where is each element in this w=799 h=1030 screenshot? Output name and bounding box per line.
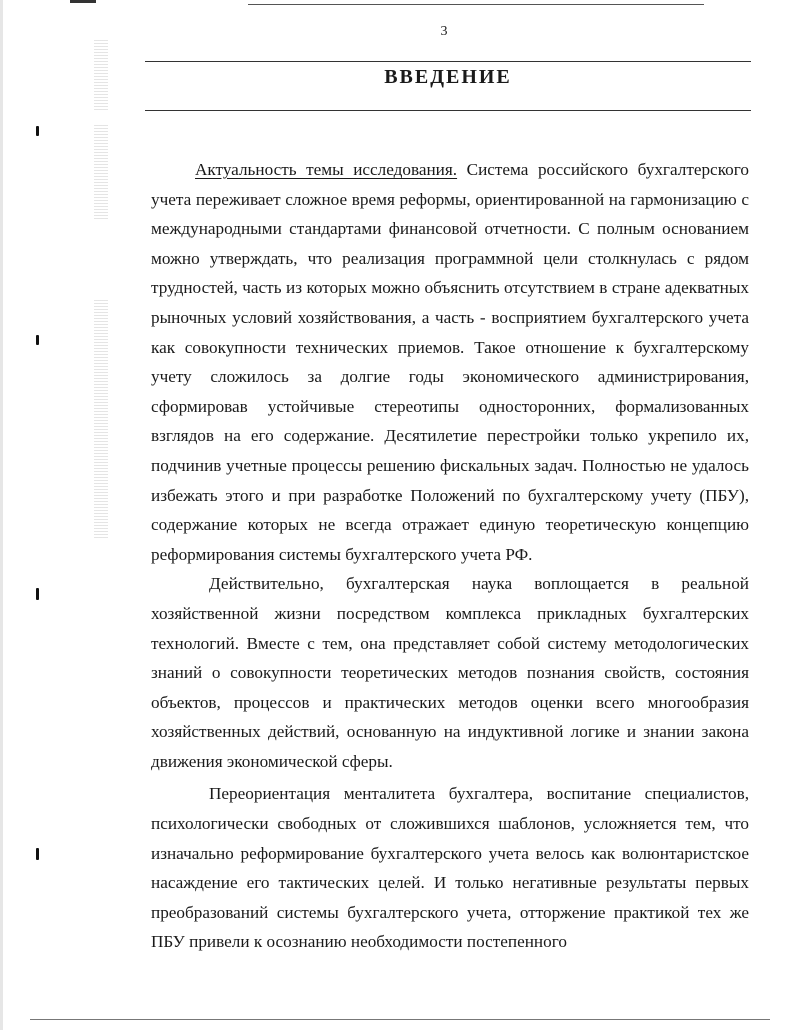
binding-mark: [36, 848, 39, 860]
heading-rule-top: [145, 61, 751, 62]
paragraph-2: Действительно, бухгалтерская наука воплощается в реальной хозяйственной жизни посредством комплекса прикладных бухгалтерских технологий. Вместе с тем, она представляет собой систему методологических знаний о совокупности теоретических методов познания свойств, состояния объектов, процессов и практических методов оценки всего многообразия хозяйственных действий, основанную на индуктивной логике и знании закона движения экономической сферы.: [151, 574, 749, 771]
scan-top-tick: [70, 0, 96, 3]
body-text: [151, 155, 749, 957]
paragraph-1: [151, 155, 749, 569]
paragraph-text: Система российского бухгалтерского учета переживает сложное время реформы, ориентированной на гармонизацию с международными стандартами финансовой отчетности. С полным основанием можно утверждать, что реализация программной цели столкнулась с рядом трудностей, часть из которых можно объяснить отсутствием в стране адекватных рыночных условий хозяйствования, а часть - восприятием бухгалтерского учета как совокупности технических приемов. Такое отношение к бухгалтерскому учету сложилось за долгие годы экономического администрирования, сформировав устойчивые стереотипы односторонних, формализованных взглядов на его содержание. Десятилетие перестройки только укрепило их, подчинив учетные процессы решению фискальных задач. Полностью не удалось избежать этого и при разработке Положений по бухгалтерскому учету (ПБУ), содержание которых не всегда отражает единую теоретическую концепцию реформирования системы бухгалтерского учета РФ.: [151, 160, 749, 564]
binding-noise: [94, 300, 108, 540]
scan-edge: [0, 0, 3, 1030]
heading-rule-bottom: [145, 110, 751, 111]
binding-noise: [94, 40, 108, 110]
paragraph-lead: Актуальность темы исследования.: [195, 160, 458, 179]
paragraph-3: Переориентация менталитета бухгалтера, воспитание специалистов, психологически свободных от сложившихся шаблонов, усложняется тем, что изначально реформирование бухгалтерского учета велось как волюнтаристское насаждение его тактических целей. И только негативные результаты первых преобразований системы бухгалтерского учета, отторжение практикой тех же ПБУ привели к осознанию необходимости постепенного: [151, 784, 749, 952]
binding-noise: [94, 125, 108, 220]
scan-top-line: [248, 4, 704, 5]
page-number: 3: [440, 24, 448, 39]
binding-mark: [36, 588, 39, 600]
binding-mark: [36, 335, 39, 345]
section-heading: ВВЕДЕНИЕ: [384, 66, 512, 88]
binding-mark: [36, 126, 39, 136]
scan-bottom-line: [30, 1019, 770, 1020]
